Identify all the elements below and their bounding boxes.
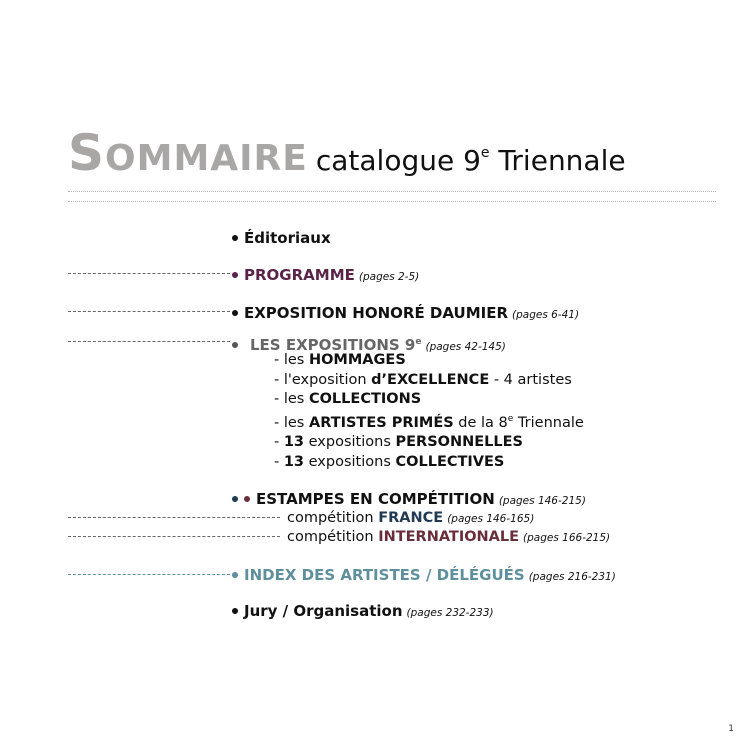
toc-entry-programme[interactable]: PROGRAMME (pages 2-5) bbox=[232, 266, 419, 286]
page-title bbox=[68, 124, 626, 182]
title-rule-top bbox=[68, 191, 716, 192]
toc-entry-internationale[interactable]: compétition INTERNATIONALE (pages 166-215) bbox=[287, 529, 611, 545]
list-item[interactable]: - les HOMMAGES bbox=[274, 352, 406, 368]
title-rule-bottom bbox=[68, 201, 716, 202]
list-item[interactable]: - les ARTISTES PRIMÉS de la 8e Triennale bbox=[274, 413, 584, 431]
dash-leader bbox=[68, 536, 280, 537]
dash-leader bbox=[68, 341, 230, 342]
toc-entry-editoriaux[interactable]: Éditoriaux bbox=[232, 229, 331, 247]
expositions-sub-list bbox=[274, 351, 584, 472]
list-item[interactable]: - les COLLECTIONS bbox=[274, 391, 422, 407]
bullet bbox=[232, 310, 238, 316]
bullet bbox=[232, 272, 238, 278]
list-item[interactable]: - 13 expositions COLLECTIVES bbox=[274, 453, 505, 470]
list-item[interactable]: - l'exposition d’EXCELLENCE - 4 artistes bbox=[274, 371, 572, 388]
toc-entry-france[interactable]: compétition FRANCE (pages 146-165) bbox=[287, 510, 535, 526]
dash-leader bbox=[68, 273, 230, 274]
bullet bbox=[232, 572, 238, 578]
bullet bbox=[232, 496, 238, 502]
bullet bbox=[244, 496, 250, 502]
toc-entry-estampes[interactable]: ESTAMPES EN COMPÉTITION (pages 146-215) bbox=[232, 490, 586, 510]
toc-entry-expositions[interactable]: LES EXPOSITIONS 9e (pages 42-145) bbox=[232, 333, 506, 356]
bullet bbox=[232, 342, 238, 348]
dash-leader bbox=[68, 517, 280, 518]
toc-entry-index[interactable]: INDEX DES ARTISTES / DÉLÉGUÉS (pages 216-231) bbox=[232, 566, 616, 586]
bullet bbox=[232, 235, 238, 241]
title-main: SOMMAIRE bbox=[68, 124, 308, 182]
toc-entry-daumier[interactable]: EXPOSITION HONORÉ DAUMIER (pages 6-41) bbox=[232, 304, 579, 324]
dash-leader bbox=[68, 311, 230, 312]
toc-entry-jury[interactable]: Jury / Organisation (pages 232-233) bbox=[232, 602, 494, 622]
title-subtitle: catalogue 9e Triennale bbox=[315, 144, 626, 177]
page-number: 1 bbox=[728, 724, 734, 734]
dash-leader bbox=[68, 574, 230, 575]
bullet bbox=[232, 608, 238, 614]
list-item[interactable]: - 13 expositions PERSONNELLES bbox=[274, 434, 523, 450]
